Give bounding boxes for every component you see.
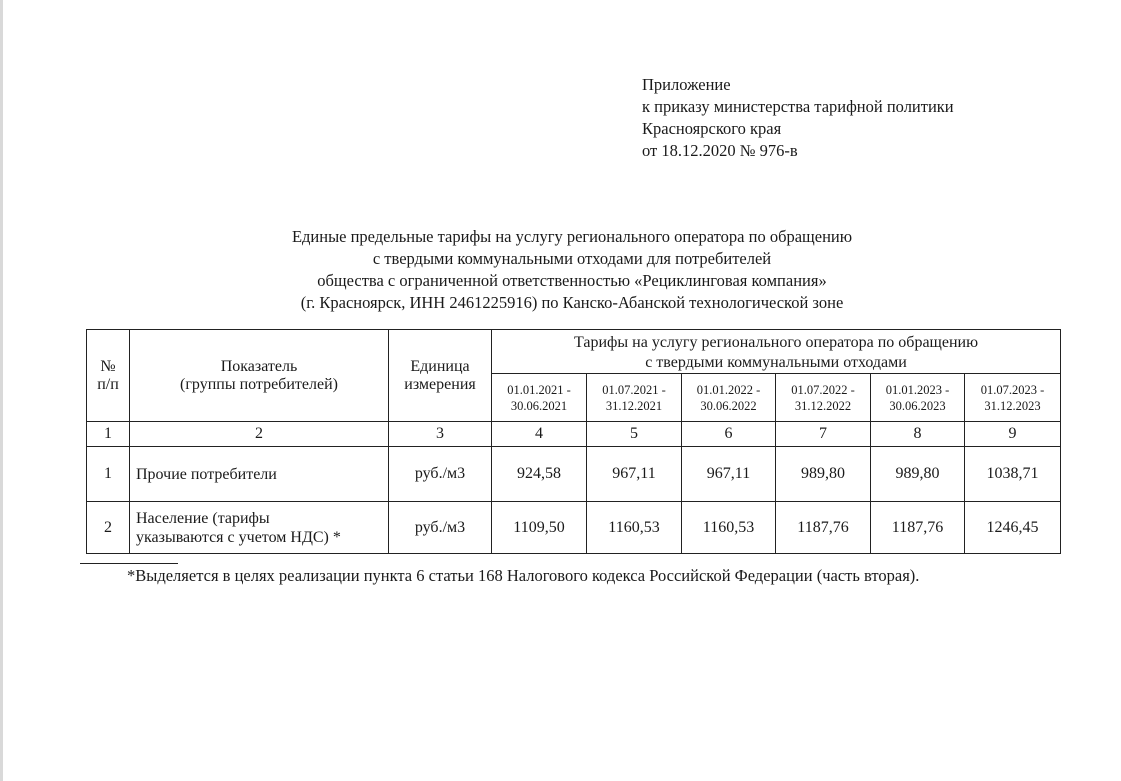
row-value: 989,80 [871, 447, 965, 502]
appendix-line: к приказу министерства тарифной политики [642, 97, 954, 116]
column-number: 4 [492, 422, 587, 447]
title-line: с твердыми коммунальными отходами для потребителей [372, 249, 772, 268]
row-value: 924,58 [492, 447, 587, 502]
header-number [87, 330, 130, 422]
row-unit: руб./м3 [389, 502, 492, 554]
row-value: 967,11 [682, 447, 776, 502]
period-to: 30.06.2021 [510, 398, 568, 413]
table-row [87, 502, 1061, 554]
row-value: 1160,53 [682, 502, 776, 554]
period-to: 31.12.2021 [605, 398, 663, 413]
footnote: *Выделяется в целях реализации пункта 6 статьи 168 Налогового кодекса Российской Федерации (часть вторая). [127, 566, 920, 585]
header-period [587, 374, 682, 422]
header-unit [389, 330, 492, 422]
document-title [140, 226, 1004, 314]
column-number: 9 [965, 422, 1061, 447]
row-number: 1 [87, 447, 130, 502]
period-to: 31.12.2022 [794, 398, 852, 413]
row-number: 2 [87, 502, 130, 554]
tariffs-table [86, 329, 1061, 554]
row-value: 967,11 [587, 447, 682, 502]
period-to: 31.12.2023 [984, 398, 1041, 413]
row-value: 1109,50 [492, 502, 587, 554]
header-tariff-line1: Тарифы на услугу регионального оператора по обращению [574, 333, 979, 351]
period-from: 01.07.2022 - [791, 382, 855, 397]
column-number: 7 [776, 422, 871, 447]
row-indicator-line2: указываются с учетом НДС) * [136, 528, 341, 546]
header-indicator-line1: Показатель [220, 357, 298, 375]
period-from: 01.01.2023 - [885, 382, 950, 397]
column-numbers-row [87, 422, 1061, 447]
header-tariff-line2: с твердыми коммунальными отходами [645, 353, 907, 371]
column-number: 2 [130, 422, 389, 447]
header-period [965, 374, 1061, 422]
row-value: 1187,76 [871, 502, 965, 554]
appendix-line: Красноярского края [642, 119, 782, 138]
header-unit-line2: измерения [404, 375, 476, 393]
row-indicator-line1: Население (тарифы [136, 509, 270, 527]
title-line: Единые предельные тарифы на услугу регионального оператора по обращению [291, 227, 853, 246]
header-number-line1: № [100, 357, 116, 375]
header-indicator [130, 330, 389, 422]
row-value: 989,80 [776, 447, 871, 502]
column-number: 8 [871, 422, 965, 447]
row-indicator [130, 502, 389, 554]
period-from: 01.07.2023 - [980, 382, 1045, 397]
period-from: 01.07.2021 - [602, 382, 666, 397]
header-period [871, 374, 965, 422]
row-indicator-line1: Прочие потребители [136, 465, 277, 483]
column-number: 6 [682, 422, 776, 447]
appendix-line: от 18.12.2020 № 976-в [642, 141, 798, 160]
row-value: 1187,76 [776, 502, 871, 554]
column-number: 3 [389, 422, 492, 447]
column-number: 5 [587, 422, 682, 447]
period-to: 30.06.2023 [889, 398, 946, 413]
period-to: 30.06.2022 [700, 398, 757, 413]
header-unit-line1: Единица [410, 357, 470, 375]
row-value: 1246,45 [965, 502, 1061, 554]
row-indicator [130, 447, 389, 502]
header-period [492, 374, 587, 422]
title-line: общества с ограниченной ответственностью «Рециклинговая компания» [317, 271, 827, 290]
table-row [87, 447, 1061, 502]
row-value: 1038,71 [965, 447, 1061, 502]
header-indicator-line2: (группы потребителей) [180, 375, 338, 393]
appendix-line: Приложение [642, 75, 731, 94]
header-tariff-group [492, 330, 1061, 374]
appendix-header [642, 74, 954, 162]
period-from: 01.01.2022 - [696, 382, 761, 397]
row-value: 1160,53 [587, 502, 682, 554]
column-number: 1 [87, 422, 130, 447]
row-unit: руб./м3 [389, 447, 492, 502]
period-from: 01.01.2021 - [507, 382, 571, 397]
header-number-line2: п/п [97, 375, 119, 393]
footnote-divider [80, 563, 178, 564]
title-line: (г. Красноярск, ИНН 2461225916) по Канско-Абанской технологической зоне [300, 293, 844, 312]
header-period [682, 374, 776, 422]
header-period [776, 374, 871, 422]
